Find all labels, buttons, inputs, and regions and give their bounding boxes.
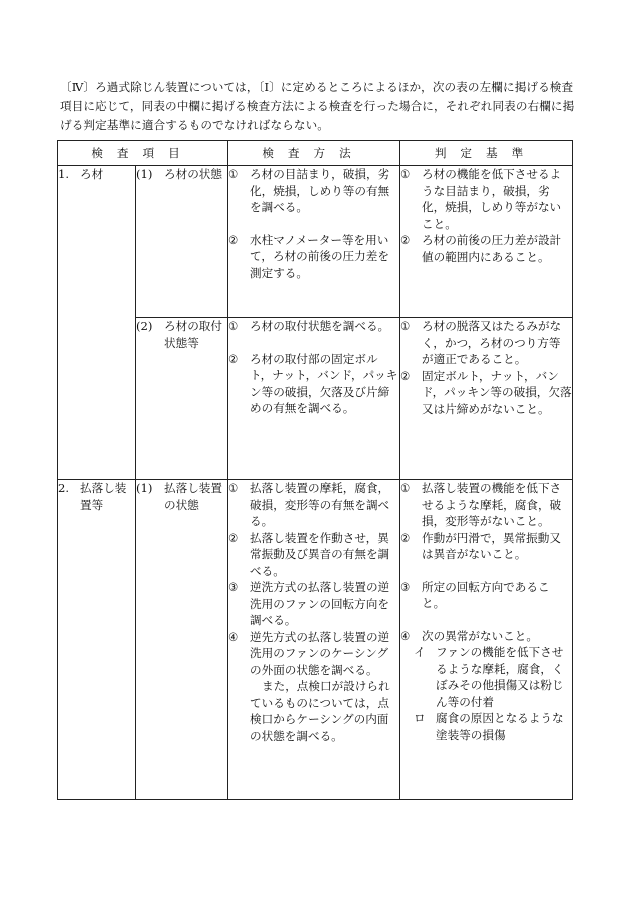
method-mark: ① (228, 167, 239, 181)
criteria-mark: ② (400, 233, 411, 247)
sub-item-label: ろ材の取付状態等 (164, 319, 222, 350)
criteria-mark: ② (400, 530, 411, 545)
criteria-text: 作動が円滑で，異常振動又は異音がないこと。 (422, 530, 561, 561)
method-text: 逆洗方式の払落し装置の逆洗用のファンの回転方向を調べる。 (250, 580, 390, 627)
sub-item-number: (1) (136, 167, 153, 181)
table-row (58, 166, 573, 318)
method-mark: ① (228, 319, 239, 333)
criteria-sub-text: 腐食の原因となるような塗装等の損傷 (436, 711, 564, 742)
criteria-sub-text: ファンの機能を低下させるような摩耗，腐食，くぼみその他損傷又は粉じん等の付着 (436, 645, 564, 709)
sub-item-cell (136, 480, 228, 800)
header-criteria: 判定基準 (400, 141, 573, 166)
method-text: 水柱マノメーター等を用いて，ろ材の前後の圧力差を測定する。 (250, 232, 389, 280)
criteria-text: ろ材の機能を低下させるような目詰まり，破損，劣化，焼損，しめり等がないこと。 (422, 167, 562, 231)
item-number: 1. (58, 167, 70, 181)
method-mark: ② (228, 530, 239, 545)
item-cell (58, 166, 136, 480)
sub-item-number: (2) (136, 319, 153, 333)
method-cell (228, 480, 400, 800)
criteria-sub-mark: イ (414, 645, 426, 659)
criteria-text: ろ材の脱落又はたるみがなく，かつ，ろ材のつり方等が適正であること。 (422, 319, 562, 366)
method-cell (228, 318, 400, 480)
criteria-text: ろ材の前後の圧力差が設計値の範囲内にあること。 (422, 233, 562, 264)
criteria-sub-mark: ロ (414, 711, 426, 725)
sub-item-label: ろ材の状態 (164, 167, 222, 181)
criteria-text: 固定ボルト，ナット，バンド，パッキン等の破損，欠落又は片締めがないこと。 (422, 368, 572, 416)
table-row (58, 318, 573, 480)
sub-item-label: 払落し装置の状態 (164, 481, 222, 512)
header-item: 検査項目 (58, 141, 228, 166)
header-row (58, 141, 573, 166)
criteria-text: 所定の回転方向であること。 (422, 579, 550, 610)
sub-item-number: (1) (136, 481, 153, 495)
inspection-table (57, 140, 573, 800)
criteria-cell (400, 318, 573, 480)
sub-item-cell (136, 318, 228, 480)
item-number: 2. (58, 481, 70, 495)
method-mark: ① (228, 481, 239, 495)
criteria-mark: ① (400, 167, 411, 181)
criteria-cell (400, 480, 573, 800)
sub-item-cell (136, 166, 228, 318)
criteria-mark: ① (400, 481, 411, 495)
method-text: ろ材の目詰まり，破損，劣化，焼損，しめり等の有無を調べる。 (250, 167, 390, 214)
method-mark: ④ (228, 629, 239, 644)
criteria-mark: ② (400, 368, 411, 383)
criteria-mark: ③ (400, 579, 411, 594)
criteria-cell (400, 166, 573, 318)
intro-paragraph: 〔Ⅳ〕ろ過式除じん装置については，〔Ⅰ〕に定めるところによるほか，次の表の左欄に掲げる検査項目に応じて，同表の中欄に掲げる検査方法による検査を行った場合に，それぞれ同表の右欄に掲げる判定基準に適合するものでなければならない。 (60, 80, 575, 132)
criteria-text: 払落し装置の機能を低下させるような摩耗，腐食，破損，変形等がないこと。 (422, 481, 562, 528)
criteria-text: 次の異常がないこと。 (422, 628, 538, 643)
criteria-mark: ① (400, 319, 411, 333)
method-text: ろ材の取付状態を調べる。 (250, 319, 390, 333)
method-text: 逆先方式の払落し装置の逆洗用のファンのケーシングの外面の状態を調べる。 (250, 629, 390, 677)
method-mark: ② (228, 232, 239, 247)
method-text: 払落し装置の摩耗，腐食，破損，変形等の有無を調べる。 (250, 481, 390, 528)
method-mark: ③ (228, 580, 239, 594)
item-cell (58, 480, 136, 800)
method-cell (228, 166, 400, 318)
method-text: 払落し装置を作動させ，異常振動及び異音の有無を調べる。 (250, 530, 390, 578)
item-label: ろ材 (80, 167, 104, 181)
header-method: 検査方法 (228, 141, 400, 166)
criteria-mark: ④ (400, 628, 411, 643)
item-label: 払落し装置等 (80, 481, 127, 512)
table-row (58, 480, 573, 800)
method-note: また，点検口が設けられているものについては，点検口からケーシングの内面の状態を調べる。 (250, 679, 390, 743)
method-text: ろ材の取付部の固定ボルト，ナット，バンド，パッキン等の破損，欠落及び片締めの有無を調べる。 (250, 351, 398, 415)
method-mark: ② (228, 351, 239, 366)
